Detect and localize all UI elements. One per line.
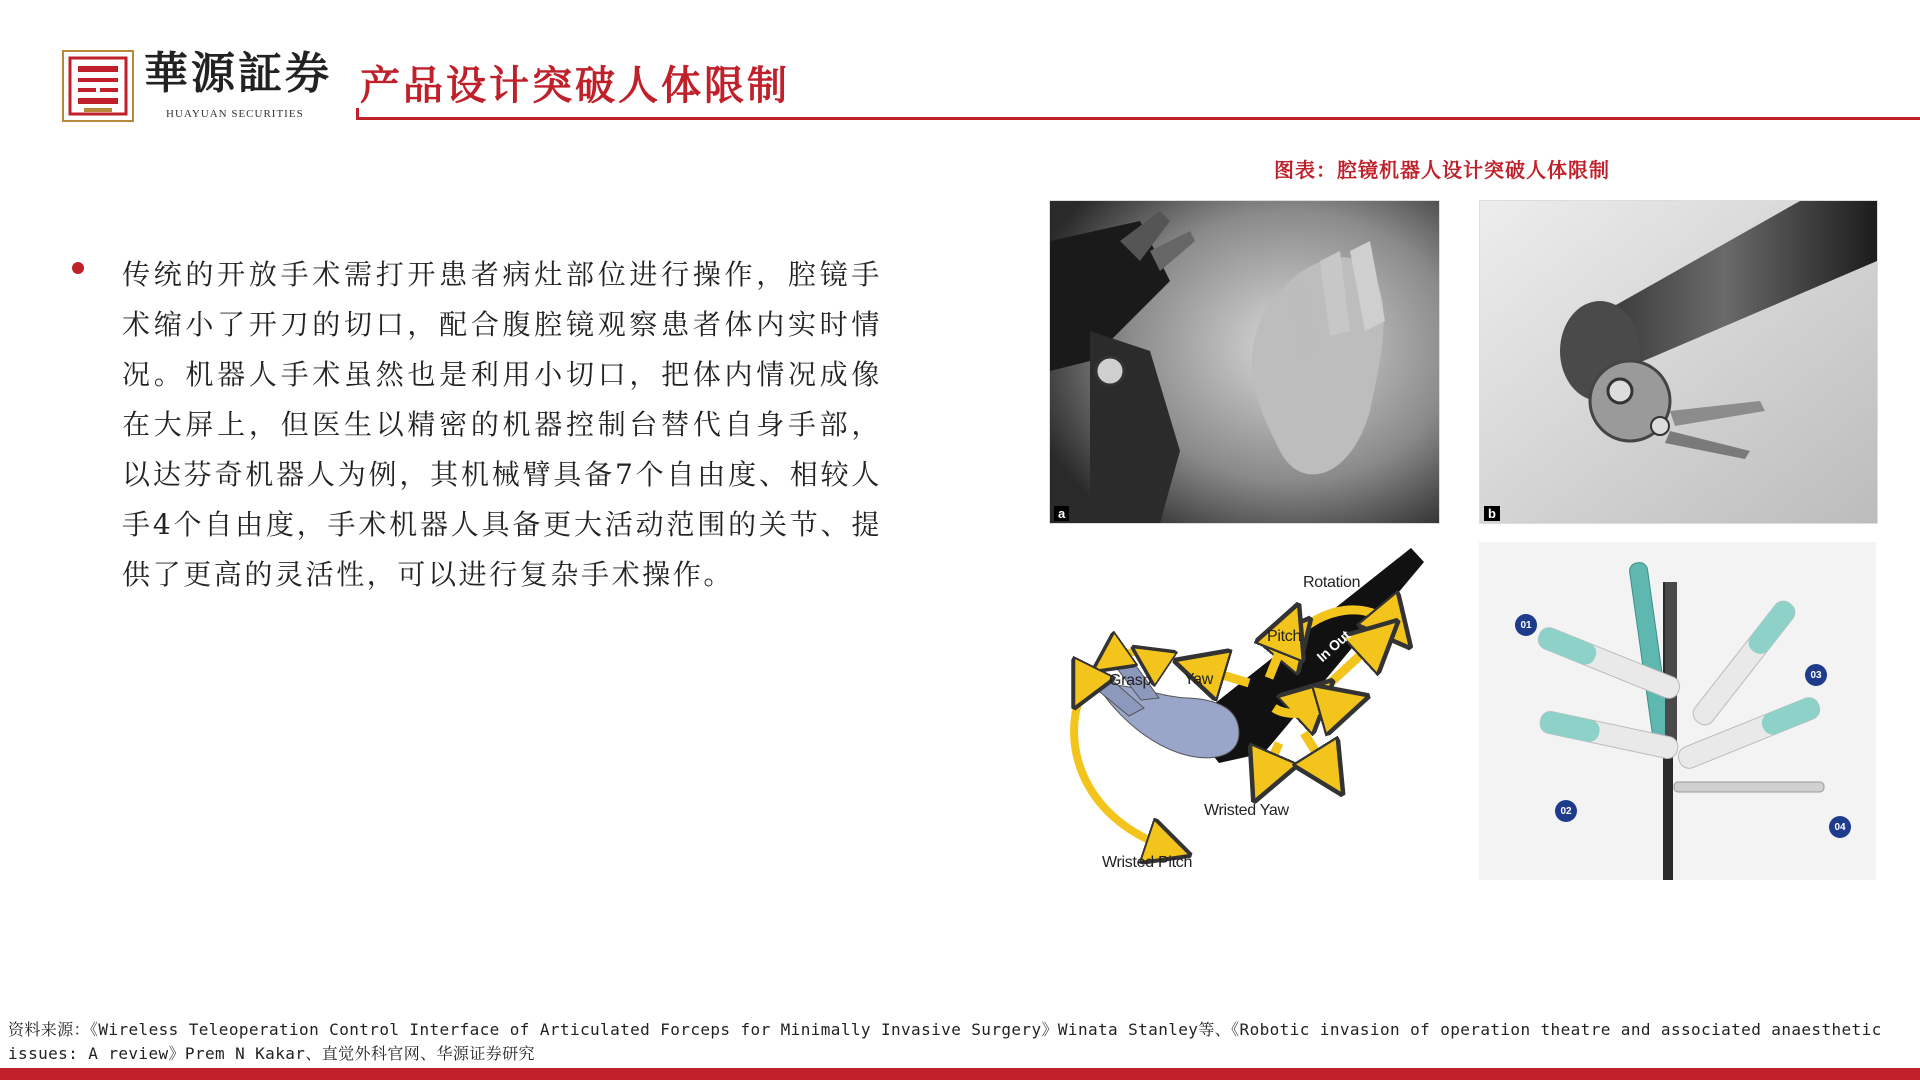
label-rotation: Rotation: [1303, 574, 1361, 591]
source-note: 资料来源：《Wireless Teleoperation Control Interface of Articulated Forceps for Minimally Invasive Surgery》Winata Stanley等、《Robotic invasion of operation theatre and associated anaesthetic issues: A review》Prem N Kakar、直觉外科官网、华源证券研究: [8, 1020, 1882, 1063]
label-wristed-pitch: Wristed Pitch: [1102, 854, 1193, 871]
label-pitch: Pitch: [1267, 628, 1302, 645]
label-yaw: Yaw: [1184, 671, 1214, 688]
image-endowrist-closeup: [1479, 200, 1878, 524]
logo-wordmark-cn: 華源証券: [144, 48, 332, 99]
footer-bar: [0, 1068, 1920, 1080]
label-grasp: Grasp: [1109, 672, 1152, 689]
badge-02: 02: [1555, 800, 1577, 822]
body-paragraph: 传统的开放手术需打开患者病灶部位进行操作，腔镜手术缩小了开刀的切口，配合腹腔镜观察患者体内实时情况。机器人手术虽然也是利用小切口，把体内情况成像在大屏上，但医生以精密的机器控制台替代自身手部，以达芬奇机器人为例，其机械臂具备7个自由度、相较人手4个自由度，手术机器人具备更大活动范围的关节、提供了更高的灵活性，可以进行复杂手术操作。: [122, 258, 882, 591]
bullet-dot: [72, 262, 84, 274]
figure-caption: 图表：腔镜机器人设计突破人体限制: [1274, 158, 1610, 182]
logo-wordmark-en: HUAYUAN SECURITIES: [166, 108, 304, 120]
badge-04: 04: [1829, 816, 1851, 838]
diagram-degrees-of-freedom: [1049, 548, 1438, 883]
badge-03: 03: [1805, 664, 1827, 686]
panel-b-tag: b: [1484, 506, 1500, 521]
title-rule: [356, 117, 1920, 120]
panel-a-tag: a: [1054, 506, 1069, 521]
page-title: 产品设计突破人体限制: [360, 62, 790, 109]
badge-01: 01: [1515, 614, 1537, 636]
label-in-out: In Out: [1313, 627, 1354, 665]
logo-mark-icon: [62, 50, 134, 122]
image-hand-vs-robot: [1049, 200, 1440, 524]
label-wristed-yaw: Wristed Yaw: [1204, 802, 1289, 819]
image-stapler-articulation: [1479, 542, 1876, 880]
